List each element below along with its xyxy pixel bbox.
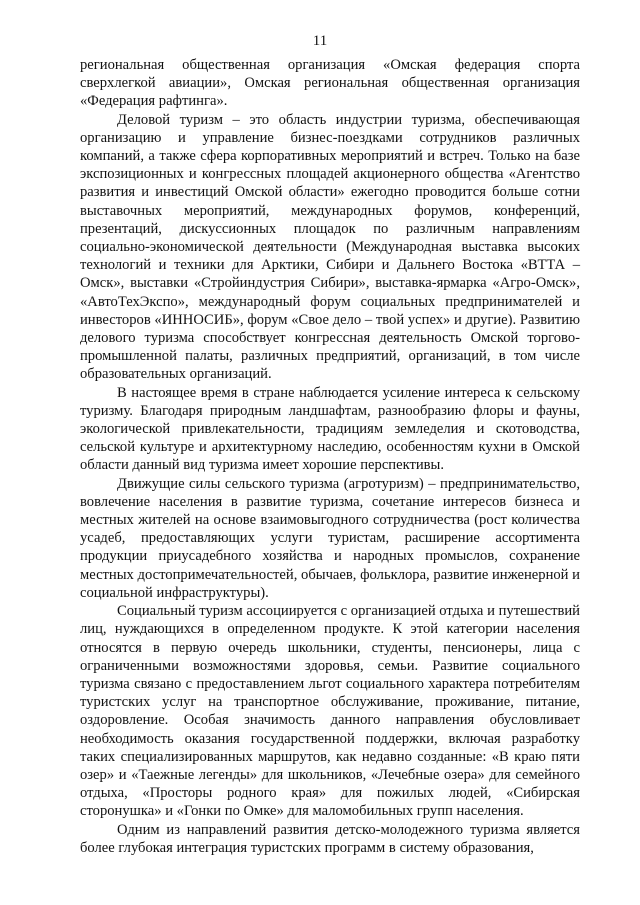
paragraph-youth-tourism: Одним из направлений развития детско-молодежного туризма является более глубокая интеграция туристских программ в систему образования, xyxy=(80,821,580,856)
paragraph-federations-continued: региональная общественная организация «Омская федерация спорта сверхлегкой авиации», Омская региональная общественная организация «Федерация рафтинга». xyxy=(80,57,580,110)
paragraph-agrotourism-drivers: Движущие силы сельского туризма (агротуризм) – предпринимательство, вовлечение населения в развитие туризма, сочетание интересов бизнеса и местных жителей на основе взаимовыгодного сотрудничества (рост количества усадеб, предоставляющих услуги туристам, расширение ассортимента продукции приусадебного хозяйства и народных промыслов, сохранение местных достопримечательностей, обычаев, фольклора, развитие инженерной и социальной инфраструктуры). xyxy=(80,475,580,601)
paragraph-business-tourism: Деловой туризм – это область индустрии туризма, обеспечивающая организацию и управление бизнес-поездками сотрудников различных компаний, а также сфера корпоративных мероприятий и встреч. Только на базе экспозиционных и конгрессных площадей акционерного общества «Агентство развития и инвестиций Омской области» ежегодно проводится больше сотни выставочных мероприятий, международных форумов, конференций, презентаций, дискуссионных площадок по различным направлениям социально-экономической деятельности (Международная выставка высоких технологий и техники для Арктики, Сибири и Дальнего Востока «ВТТА – Омск», выставки «Стройиндустрия Сибири», выставка-ярмарка «Агро-Омск», «АвтоТехЭкспо», международный форум социальных предпринимателей и инвесторов «ИННОСИБ», форум «Свое дело – твой успех» и другие). Развитию делового туризма способствует конгрессная деятельность Омской торгово-промышленной палаты, различных предприятий, организаций, в том числе образовательных организаций. xyxy=(80,111,580,383)
paragraph-rural-tourism: В настоящее время в стране наблюдается усиление интереса к сельскому туризму. Благодаря природным ландшафтам, разнообразию флоры и фауны, экологической привлекательности, традициям земледелия и скотоводства, сельской культуре и архитектурному наследию, особенностям кухни в Омской области данный вид туризма имеет хорошие перспективы. xyxy=(80,384,580,474)
page-number: 11 xyxy=(312,33,328,49)
document-body xyxy=(80,56,580,857)
paragraph-social-tourism: Социальный туризм ассоциируется с организацией отдыха и путешествий лиц, нуждающихся в определенном продукте. К этой категории населения относятся в первую очередь школьники, студенты, пенсионеры, лица с ограниченными возможностями здоровья, семьи. Развитие социального туризма связано с предоставлением льгот социального характера потребителям туристских услуг на транспортное обслуживание, проживание, питание, оздоровление. Особая значимость данного направления обусловливает необходимость оказания государственной поддержки, включая разработку таких специализированных маршрутов, как недавно созданные: «В краю пяти озер» и «Таежные легенды» для школьников, «Лечебные озера» для семейного отдыха, «Просторы родного края» для пожилых людей, «Сибирская сторонушка» и «Гонки по Омке» для маломобильных групп населения. xyxy=(80,603,580,820)
